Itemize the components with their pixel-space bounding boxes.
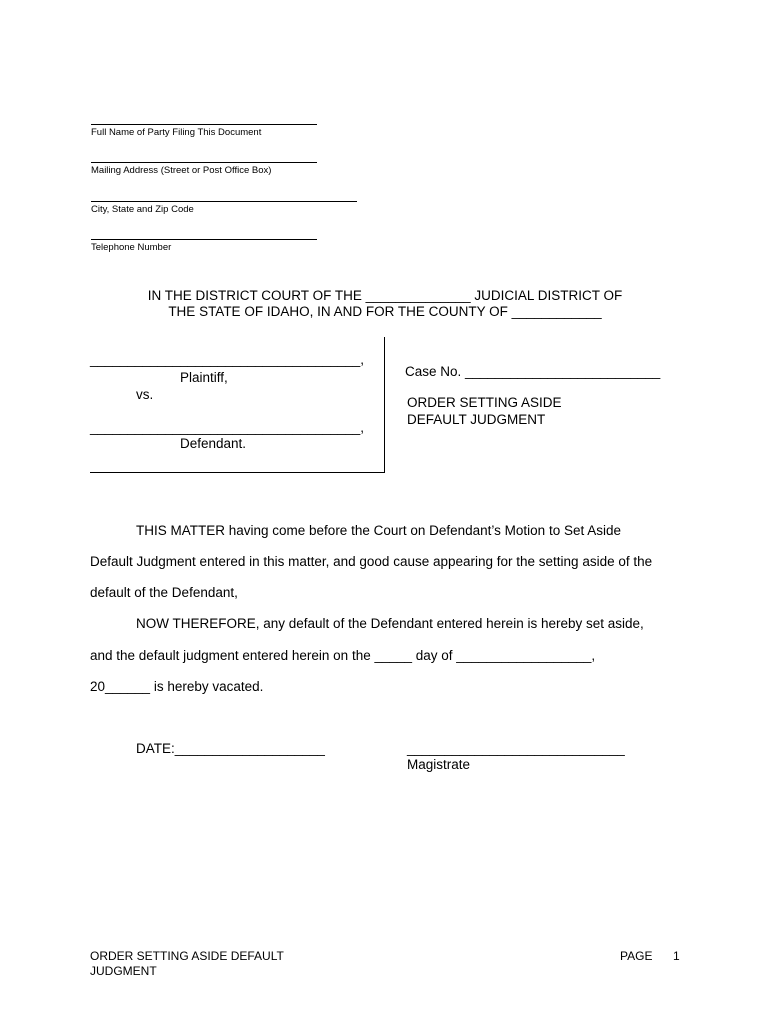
city-state-zip-label: City, State and Zip Code <box>91 204 194 215</box>
caption-bottom-line <box>90 472 384 473</box>
body-paragraph2-line1: NOW THEREFORE, any default of the Defendant entered herein is hereby set aside, <box>136 616 644 631</box>
footer-title-line1: ORDER SETTING ASIDE DEFAULT <box>90 949 284 963</box>
magistrate-label: Magistrate <box>407 757 471 772</box>
mailing-address-label: Mailing Address (Street or Post Office Box) <box>91 165 272 176</box>
plaintiff-blank[interactable]: ____________________________________, <box>90 352 365 367</box>
city-state-zip-line[interactable] <box>91 201 357 202</box>
full-name-label: Full Name of Party Filing This Document <box>91 127 262 138</box>
caption-divider <box>384 337 385 473</box>
court-heading-line2: THE STATE OF IDAHO, IN AND FOR THE COUNTY OF ____________ <box>168 304 602 319</box>
full-name-line[interactable] <box>91 124 317 125</box>
mailing-address-line[interactable] <box>91 162 317 163</box>
versus-label: vs. <box>136 387 154 402</box>
document-title-line1: ORDER SETTING ASIDE <box>407 395 562 410</box>
footer-page-number: 1 <box>673 949 680 963</box>
defendant-blank[interactable]: ____________________________________, <box>90 420 365 435</box>
body-paragraph1-line3: default of the Defendant, <box>90 585 238 600</box>
body-paragraph1-line2: Default Judgment entered in this matter, and good cause appearing for the setting aside of the <box>90 554 653 569</box>
footer-page-label: PAGE <box>620 949 653 963</box>
telephone-line[interactable] <box>91 239 317 240</box>
defendant-label: Defendant. <box>180 436 247 451</box>
document-title-line2: DEFAULT JUDGMENT <box>407 412 546 427</box>
body-paragraph2-line3[interactable]: 20______ is hereby vacated. <box>90 679 264 694</box>
magistrate-signature-line[interactable]: _____________________________ <box>407 741 625 756</box>
footer-title-line2: JUDGMENT <box>90 964 157 978</box>
case-number-field[interactable]: Case No. __________________________ <box>405 364 661 379</box>
plaintiff-label: Plaintiff, <box>180 370 228 385</box>
telephone-label: Telephone Number <box>91 242 172 253</box>
body-paragraph1-line1: THIS MATTER having come before the Court on Defendant’s Motion to Set Aside <box>136 523 621 538</box>
date-field[interactable]: DATE:____________________ <box>136 741 325 756</box>
body-paragraph2-line2[interactable]: and the default judgment entered herein on the _____ day of __________________, <box>90 648 596 663</box>
court-heading-line1: IN THE DISTRICT COURT OF THE ______________ JUDICIAL DISTRICT OF <box>147 288 623 303</box>
